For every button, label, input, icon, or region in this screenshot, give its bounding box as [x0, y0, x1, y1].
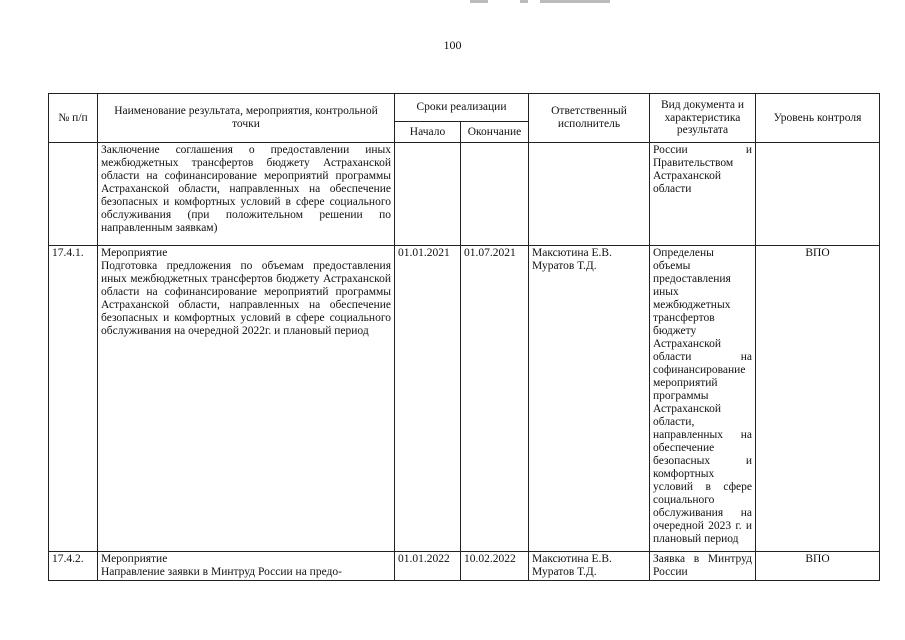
- header-doc: Вид документа и характеристика результата: [650, 94, 756, 143]
- header-num: № п/п: [49, 94, 98, 143]
- row-num: 17.4.2.: [49, 552, 98, 581]
- scan-artifact: [520, 0, 528, 3]
- row-label: Мероприятие: [101, 247, 168, 259]
- row-responsible: [529, 143, 650, 246]
- header-timing: Сроки реализации: [395, 94, 529, 122]
- row-control: ВПО: [756, 246, 880, 552]
- row-control: [756, 143, 880, 246]
- scan-artifact: [470, 0, 488, 3]
- row-end: [461, 143, 529, 246]
- row-responsible: Максютина Е.В. Муратов Т.Д.: [529, 552, 650, 581]
- page-number: 100: [443, 38, 462, 52]
- header-end: Окончание: [461, 122, 529, 143]
- table-row: [49, 552, 880, 581]
- row-start: 01.01.2022: [395, 552, 461, 581]
- row-doc: Определены объемы предоставления иных межбюджетных трансфертов бюджету Астраханской области на софинансирование мероприятий программы Астраханской области, направленных на обеспечение безопасных и комфортных условий в сфере социального обслуживания на очередной 2023 г. и плановый период: [650, 246, 756, 552]
- table-row: [49, 246, 880, 552]
- row-doc: Заявка в Минтруд России: [650, 552, 756, 581]
- row-name: [98, 143, 395, 246]
- row-label: Мероприятие: [101, 553, 168, 565]
- header-responsible: Ответственный исполнитель: [529, 94, 650, 143]
- header-name: Наименование результата, мероприятия, контрольной точки: [98, 94, 395, 143]
- row-num: 17.4.1.: [49, 246, 98, 552]
- table-row: [49, 143, 880, 246]
- header-start: Начало: [395, 122, 461, 143]
- header-row: [49, 94, 880, 122]
- row-name: [98, 246, 395, 552]
- scan-artifact: [540, 0, 610, 3]
- row-start: [395, 143, 461, 246]
- header-control: Уровень контроля: [756, 94, 880, 143]
- row-end: 10.02.2022: [461, 552, 529, 581]
- row-end: 01.07.2021: [461, 246, 529, 552]
- row-text: Заключение соглашения о предоставлении иных межбюджетных трансфертов бюджету Астраханской области на софинансирование мероприятий программы Астраханской области, направленных на обеспечение безопасных и комфортных условий в сфере социального обслуживания (при положительном решении по направленным заявкам): [101, 144, 391, 234]
- row-start: 01.01.2021: [395, 246, 461, 552]
- row-name: [98, 552, 395, 581]
- row-text: Направление заявки в Минтруд России на предо-: [101, 565, 342, 578]
- row-doc: России и Правительством Астраханской области: [650, 143, 756, 246]
- plan-table: [48, 93, 880, 581]
- row-control: ВПО: [756, 552, 880, 581]
- row-responsible: Максютина Е.В. Муратов Т.Д.: [529, 246, 650, 552]
- row-num: [49, 143, 98, 246]
- row-text: Подготовка предложения по объемам предоставления иных межбюджетных трансфертов бюджету Астраханской области на софинансирование мероприятий программы Астраханской области, направленных на обеспечение безопасных и комфортных условий в сфере социального обслуживания на очередной 2022г. и плановый период: [101, 259, 391, 337]
